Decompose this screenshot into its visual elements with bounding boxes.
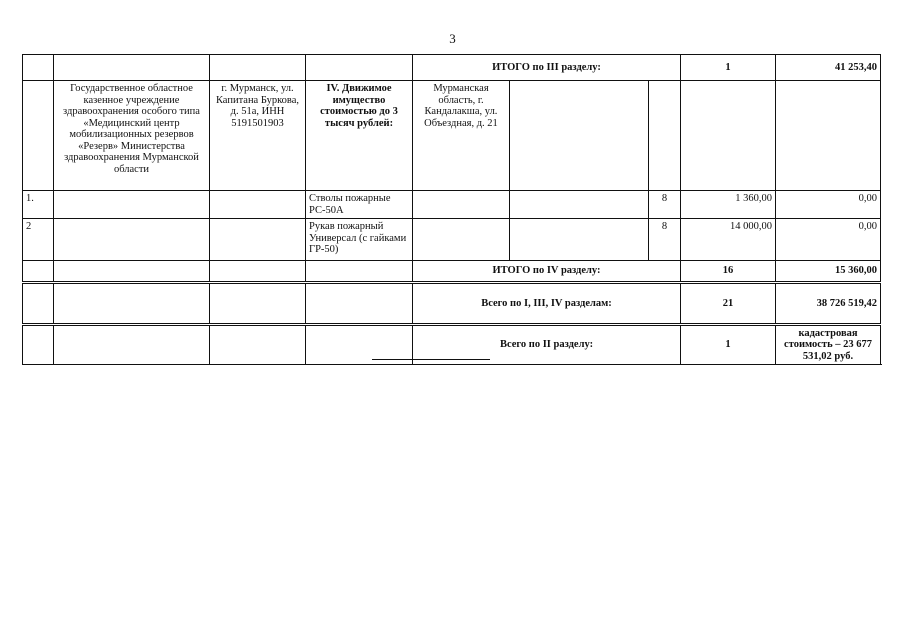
- itogo-section-4-sum-1: 15 360,00: [776, 261, 881, 283]
- end-separator-line: [372, 359, 490, 360]
- total-sections-count: 21: [681, 283, 776, 325]
- item-number: 2: [23, 219, 54, 261]
- item-sum-1: 1 360,00: [681, 191, 776, 219]
- itogo-section-4-count: 16: [681, 261, 776, 283]
- total-sections-row: [23, 283, 881, 325]
- institution-row: [23, 81, 881, 191]
- page-number: 3: [449, 31, 456, 46]
- table-row: [23, 191, 881, 219]
- item-count: 8: [649, 219, 681, 261]
- total-section-2-label: Всего по II разделу:: [413, 324, 681, 365]
- institution-address: г. Мурманск, ул. Капитана Буркова, д. 51а, ИНН 5191501903: [210, 81, 306, 191]
- item-name: Стволы пожарные РС-50А: [306, 191, 413, 219]
- total-section-2-count: 1: [681, 324, 776, 365]
- institution-name: Государственное областное казенное учреждение здравоохранения особого типа «Медицинский центр мобилизационных резервов «Резерв» Министерства здравоохранения Мурманской области: [54, 81, 210, 191]
- itogo-section-3-count: 1: [681, 55, 776, 81]
- itogo-section-4-label: ИТОГО по IV разделу:: [413, 261, 681, 283]
- item-number: 1.: [23, 191, 54, 219]
- itogo-section-3-sum-1: 41 253,40: [776, 55, 881, 81]
- property-table: [22, 54, 881, 365]
- itogo-section-3-label: ИТОГО по III разделу:: [413, 55, 681, 81]
- itogo-section-4-row: [23, 261, 881, 283]
- item-sum-2: 0,00: [776, 191, 881, 219]
- item-name: Рукав пожарный Универсал (с гайками ГР-50): [306, 219, 413, 261]
- property-location: Мурманская область, г. Кандалакша, ул. Объездная, д. 21: [413, 81, 510, 191]
- table-row: [23, 219, 881, 261]
- total-sections-sum-1: 38 726 519,42: [776, 283, 881, 325]
- total-sections-label: Всего по I, III, IV разделам:: [413, 283, 681, 325]
- itogo-section-3-row: [23, 55, 881, 81]
- item-sum-2: 0,00: [776, 219, 881, 261]
- item-sum-1: 14 000,00: [681, 219, 776, 261]
- cadastral-value-note: кадастровая стоимость – 23 677 531,02 руб.: [776, 324, 881, 365]
- item-count: 8: [649, 191, 681, 219]
- section-4-heading: IV. Движимое имущество стоимостью до 3 тысяч рублей:: [306, 81, 413, 191]
